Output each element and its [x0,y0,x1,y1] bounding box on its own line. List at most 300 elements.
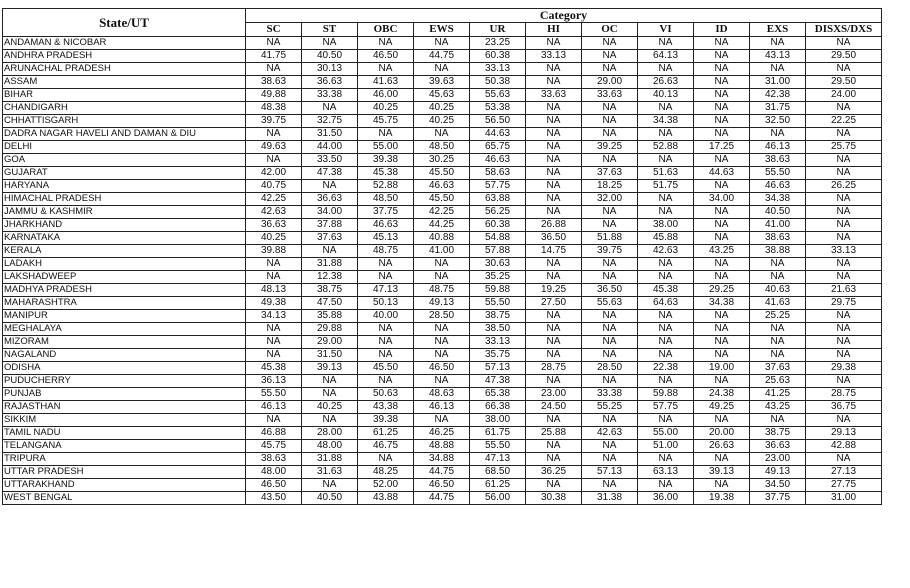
value-cell: NA [526,128,582,141]
value-cell: 29.38 [806,362,882,375]
value-cell: 48.00 [302,440,358,453]
state-name-cell: MIZORAM [3,336,246,349]
value-cell: NA [806,128,882,141]
value-cell: NA [414,37,470,50]
value-cell: NA [526,414,582,427]
value-cell: 46.25 [414,427,470,440]
value-cell: 40.25 [414,115,470,128]
value-cell: 46.63 [414,180,470,193]
value-cell: NA [694,349,750,362]
value-cell: 38.75 [302,284,358,297]
value-cell: NA [414,336,470,349]
table-row [3,297,882,310]
value-cell: 25.63 [750,375,806,388]
value-cell: 55.63 [470,89,526,102]
value-cell: 24.50 [526,401,582,414]
value-cell: 42.63 [638,245,694,258]
value-cell: NA [526,349,582,362]
value-cell: 59.88 [638,388,694,401]
value-cell: 36.63 [302,193,358,206]
value-cell: NA [582,440,638,453]
value-cell: NA [526,453,582,466]
value-cell: 44.75 [414,492,470,505]
value-cell: 39.25 [582,141,638,154]
value-cell: NA [526,206,582,219]
value-cell: NA [582,375,638,388]
value-cell: 43.50 [246,492,302,505]
state-name-cell: HIMACHAL PRADESH [3,193,246,206]
value-cell: NA [582,128,638,141]
value-cell: 56.25 [470,206,526,219]
value-cell: NA [582,271,638,284]
value-cell: 30.38 [526,492,582,505]
value-cell: NA [638,63,694,76]
column-header: ST [302,23,358,37]
value-cell: 36.63 [750,440,806,453]
value-cell: 47.38 [302,167,358,180]
value-cell: NA [694,453,750,466]
column-header: SC [246,23,302,37]
value-cell: 40.25 [302,401,358,414]
value-cell: NA [750,128,806,141]
value-cell: 31.00 [750,76,806,89]
value-cell: 36.63 [302,76,358,89]
value-cell: 57.88 [470,245,526,258]
table-row [3,440,882,453]
value-cell: NA [582,102,638,115]
value-cell: 33.13 [470,63,526,76]
value-cell: 55.25 [582,401,638,414]
value-cell: 34.38 [694,297,750,310]
value-cell: 31.88 [302,258,358,271]
state-name-cell: BIHAR [3,89,246,102]
value-cell: NA [582,50,638,63]
value-cell: 48.75 [358,245,414,258]
value-cell: 40.50 [302,50,358,63]
value-cell: 48.38 [246,102,302,115]
value-cell: NA [806,336,882,349]
value-cell: NA [806,258,882,271]
column-header: HI [526,23,582,37]
value-cell: NA [694,180,750,193]
value-cell: NA [806,323,882,336]
state-name-cell: UTTAR PRADESH [3,466,246,479]
value-cell: 41.00 [414,245,470,258]
value-cell: NA [638,349,694,362]
value-cell: NA [414,271,470,284]
value-cell: NA [694,271,750,284]
value-cell: NA [582,63,638,76]
value-cell: 31.50 [302,128,358,141]
value-cell: 40.25 [246,232,302,245]
value-cell: 49.13 [750,466,806,479]
value-cell: NA [638,323,694,336]
value-cell: 18.25 [582,180,638,193]
value-cell: 66.38 [470,401,526,414]
value-cell: NA [246,154,302,167]
value-cell: 37.88 [302,219,358,232]
value-cell: 37.63 [302,232,358,245]
value-cell: 61.25 [358,427,414,440]
table-row [3,193,882,206]
table-row [3,141,882,154]
value-cell: 48.75 [414,284,470,297]
value-cell: 36.50 [526,232,582,245]
value-cell: 33.13 [806,245,882,258]
state-name-cell: PUNJAB [3,388,246,401]
value-cell: NA [246,414,302,427]
value-cell: 38.75 [750,427,806,440]
value-cell: NA [694,63,750,76]
value-cell: 51.75 [638,180,694,193]
state-name-cell: RAJASTHAN [3,401,246,414]
value-cell: 22.25 [806,115,882,128]
table-row [3,219,882,232]
value-cell: NA [526,76,582,89]
value-cell: 36.13 [246,375,302,388]
value-cell: 23.00 [526,388,582,401]
value-cell: 38.00 [470,414,526,427]
value-cell: 45.63 [414,89,470,102]
value-cell: 17.25 [694,141,750,154]
value-cell: NA [358,375,414,388]
table-row [3,349,882,362]
value-cell: 56.50 [470,115,526,128]
value-cell: NA [694,50,750,63]
state-name-cell: CHHATTISGARH [3,115,246,128]
value-cell: 42.63 [246,206,302,219]
value-cell: 46.50 [246,479,302,492]
value-cell: 55.50 [246,388,302,401]
value-cell: 38.88 [750,245,806,258]
value-cell: NA [358,128,414,141]
value-cell: 47.13 [470,453,526,466]
value-cell: NA [638,102,694,115]
value-cell: 46.50 [414,362,470,375]
value-cell: 31.63 [302,466,358,479]
value-cell: 42.88 [806,440,882,453]
value-cell: 65.38 [470,388,526,401]
value-cell: 46.13 [414,401,470,414]
value-cell: NA [582,336,638,349]
value-cell: 22.38 [638,362,694,375]
value-cell: 34.38 [750,193,806,206]
value-cell: NA [358,258,414,271]
value-cell: 34.00 [694,193,750,206]
value-cell: NA [526,375,582,388]
value-cell: 32.75 [302,115,358,128]
value-cell: 37.63 [582,167,638,180]
value-cell: NA [694,206,750,219]
value-cell: NA [750,414,806,427]
value-cell: NA [526,479,582,492]
value-cell: NA [582,37,638,50]
value-cell: 52.88 [358,180,414,193]
value-cell: 46.50 [358,50,414,63]
value-cell: NA [526,115,582,128]
value-cell: NA [526,310,582,323]
table-row [3,453,882,466]
value-cell: NA [638,193,694,206]
value-cell: 46.00 [358,89,414,102]
value-cell: 49.63 [246,141,302,154]
column-header: EWS [414,23,470,37]
value-cell: NA [750,258,806,271]
state-name-cell: TELANGANA [3,440,246,453]
value-cell: NA [414,63,470,76]
value-cell: 46.88 [246,427,302,440]
value-cell: 33.63 [582,89,638,102]
value-cell: 46.75 [358,440,414,453]
table-row [3,89,882,102]
value-cell: NA [358,63,414,76]
value-cell: 28.75 [806,388,882,401]
state-name-cell: MADHYA PRADESH [3,284,246,297]
value-cell: 34.38 [638,115,694,128]
value-cell: 42.63 [582,427,638,440]
column-header: EXS [750,23,806,37]
value-cell: 48.88 [414,440,470,453]
value-cell: NA [638,258,694,271]
value-cell: 29.50 [806,50,882,63]
value-cell: 46.13 [246,401,302,414]
value-cell: 40.25 [358,102,414,115]
table-row [3,388,882,401]
state-name-cell: ANDAMAN & NICOBAR [3,37,246,50]
state-name-cell: ANDHRA PRADESH [3,50,246,63]
value-cell: 28.75 [526,362,582,375]
value-cell: 37.75 [750,492,806,505]
value-cell: 33.38 [302,89,358,102]
value-cell: 26.63 [638,76,694,89]
value-cell: 27.13 [806,466,882,479]
value-cell: 32.00 [582,193,638,206]
value-cell: NA [694,479,750,492]
value-cell: NA [694,323,750,336]
value-cell: NA [694,37,750,50]
value-cell: NA [414,128,470,141]
value-cell: 29.00 [302,336,358,349]
value-cell: 14.75 [526,245,582,258]
value-cell: 56.00 [470,492,526,505]
value-cell: 43.25 [694,245,750,258]
value-cell: 31.00 [806,492,882,505]
value-cell: NA [358,323,414,336]
column-header: UR [470,23,526,37]
state-name-cell: ODISHA [3,362,246,375]
value-cell: NA [246,271,302,284]
value-cell: 59.88 [470,284,526,297]
value-cell: 21.63 [806,284,882,297]
value-cell: NA [750,37,806,50]
value-cell: NA [750,336,806,349]
state-name-cell: LAKSHADWEEP [3,271,246,284]
value-cell: 55.00 [638,427,694,440]
value-cell: NA [582,115,638,128]
value-cell: 44.00 [302,141,358,154]
value-cell: 34.50 [750,479,806,492]
value-cell: 48.00 [246,466,302,479]
value-cell: NA [582,479,638,492]
value-cell: 68.50 [470,466,526,479]
value-cell: 52.88 [638,141,694,154]
state-name-cell: HARYANA [3,180,246,193]
state-name-cell: GOA [3,154,246,167]
value-cell: NA [806,63,882,76]
value-cell: 40.88 [414,232,470,245]
value-cell: NA [694,336,750,349]
value-cell: 45.50 [358,362,414,375]
value-cell: NA [246,63,302,76]
value-cell: 49.25 [694,401,750,414]
column-header: ID [694,23,750,37]
value-cell: 38.63 [750,232,806,245]
value-cell: 42.00 [246,167,302,180]
value-cell: NA [694,258,750,271]
value-cell: 39.63 [414,76,470,89]
value-cell: NA [806,37,882,50]
value-cell: 37.75 [358,206,414,219]
state-name-cell: ASSAM [3,76,246,89]
value-cell: 32.50 [750,115,806,128]
value-cell: NA [526,37,582,50]
value-cell: 31.88 [302,453,358,466]
value-cell: 34.00 [302,206,358,219]
table-row [3,336,882,349]
value-cell: NA [246,128,302,141]
value-cell: 30.25 [414,154,470,167]
value-cell: NA [526,63,582,76]
value-cell: NA [414,414,470,427]
table-row [3,154,882,167]
value-cell: 29.50 [806,76,882,89]
value-cell: NA [750,323,806,336]
state-name-cell: JHARKHAND [3,219,246,232]
value-cell: 29.25 [694,284,750,297]
value-cell: NA [806,154,882,167]
value-cell: 53.38 [470,102,526,115]
column-header: VI [638,23,694,37]
value-cell: 48.13 [246,284,302,297]
value-cell: NA [526,271,582,284]
value-cell: 26.25 [806,180,882,193]
value-cell: 36.63 [246,219,302,232]
value-cell: 35.75 [470,349,526,362]
state-name-cell: TRIPURA [3,453,246,466]
value-cell: 45.38 [246,362,302,375]
table-row [3,180,882,193]
table-row [3,63,882,76]
value-cell: 43.88 [358,492,414,505]
value-cell: 51.63 [638,167,694,180]
state-name-cell: LADAKH [3,258,246,271]
state-name-cell: DELHI [3,141,246,154]
value-cell: 55.50 [470,440,526,453]
value-cell: NA [694,115,750,128]
value-cell: NA [302,180,358,193]
value-cell: NA [638,271,694,284]
value-cell: NA [694,76,750,89]
value-cell: 61.75 [470,427,526,440]
value-cell: 31.75 [750,102,806,115]
value-cell: 45.75 [358,115,414,128]
value-cell: 46.63 [470,154,526,167]
value-cell: NA [582,219,638,232]
table-row [3,76,882,89]
value-cell: 55.50 [750,167,806,180]
value-cell: 23.00 [750,453,806,466]
value-cell: NA [806,102,882,115]
table-row [3,37,882,50]
value-cell: NA [694,310,750,323]
value-cell: NA [638,206,694,219]
value-cell: NA [526,193,582,206]
state-name-cell: TAMIL NADU [3,427,246,440]
state-name-cell: KARNATAKA [3,232,246,245]
table-row [3,206,882,219]
value-cell: 57.75 [638,401,694,414]
value-cell: 48.63 [414,388,470,401]
value-cell: 28.50 [582,362,638,375]
value-cell: NA [694,102,750,115]
table-row [3,128,882,141]
value-cell: 45.13 [358,232,414,245]
value-cell: NA [526,154,582,167]
value-cell: 38.00 [638,219,694,232]
value-cell: NA [582,453,638,466]
value-cell: NA [694,89,750,102]
value-cell: NA [526,141,582,154]
value-cell: 39.13 [694,466,750,479]
value-cell: NA [806,193,882,206]
value-cell: NA [750,271,806,284]
value-cell: NA [246,349,302,362]
value-cell: 64.63 [638,297,694,310]
state-name-cell: MAHARASHTRA [3,297,246,310]
value-cell: 40.50 [750,206,806,219]
value-cell: 25.75 [806,141,882,154]
value-cell: NA [526,336,582,349]
value-cell: 33.63 [526,89,582,102]
value-cell: NA [806,453,882,466]
value-cell: NA [806,349,882,362]
value-cell: 38.75 [470,310,526,323]
value-cell: 41.63 [750,297,806,310]
value-cell: NA [694,232,750,245]
value-cell: 49.13 [414,297,470,310]
table-row [3,102,882,115]
cutoff-table [2,8,882,505]
value-cell: 51.88 [582,232,638,245]
value-cell: 45.50 [414,193,470,206]
value-cell: 39.88 [246,245,302,258]
value-cell: 55.00 [358,141,414,154]
value-cell: 43.38 [358,401,414,414]
value-cell: 27.50 [526,297,582,310]
value-cell: 44.63 [470,128,526,141]
value-cell: NA [638,37,694,50]
table-row [3,310,882,323]
value-cell: 45.75 [246,440,302,453]
value-cell: 29.75 [806,297,882,310]
value-cell: NA [694,154,750,167]
value-cell: 50.38 [470,76,526,89]
value-cell: 35.25 [470,271,526,284]
value-cell: 47.50 [302,297,358,310]
value-cell: 35.88 [302,310,358,323]
value-cell: 57.75 [470,180,526,193]
value-cell: NA [302,102,358,115]
